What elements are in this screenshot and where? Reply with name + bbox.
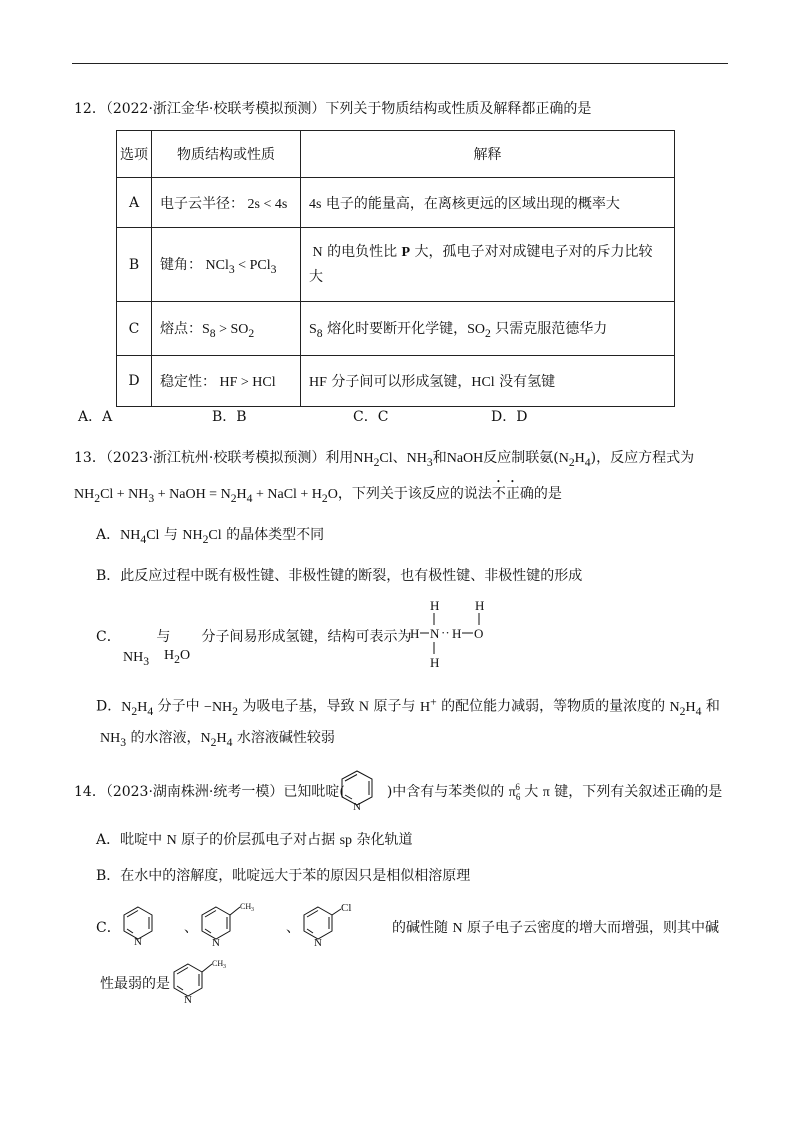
- separator-comma: 、: [286, 920, 300, 936]
- q14-option-c-text2: 性最弱的是: [100, 976, 170, 992]
- q14-option-b[interactable]: B．在水中的溶解度，吡啶远大于苯的原因只是相似相溶原理: [96, 868, 471, 884]
- q13-option-d-line1[interactable]: D．$N_2H_4$ 分子中 $-NH_2$ 为吸电子基，导致 N 原子与 H+ 的配位能力减弱，等物质的量浓度的 $N_2H_4$ 和: [96, 695, 720, 718]
- table-cell-explanation: N 的电负性比 P 大，孤电子对对成键电子对的斥力比较 大: [301, 228, 675, 302]
- q13-option-c-nh3: $NH_3$: [123, 650, 150, 668]
- table-cell-explanation: 4s 电子的能量高，在离核更远的区域出现的概率大: [301, 178, 675, 228]
- q12-stem: 12．（2022·浙江金华·校联考模拟预测）下列关于物质结构或性质及解释都正确的是: [74, 101, 592, 117]
- table-header-row: [117, 131, 675, 178]
- svg-text:O: O: [474, 626, 484, 641]
- header-rule: [72, 63, 728, 64]
- table-row: [117, 302, 675, 356]
- table-header-cell: 选项: [117, 131, 152, 178]
- svg-text:H: H: [430, 598, 440, 613]
- table-cell-explanation: $S_8$ 熔化时要断开化学键，$SO_2$ 只需克服范德华力: [301, 302, 675, 356]
- svg-text:N: N: [353, 801, 361, 813]
- svg-text:3: 3: [251, 907, 254, 913]
- table-cell-property: 熔点：$S_8 > SO_2$: [152, 302, 301, 356]
- svg-text:N: N: [212, 937, 220, 949]
- hydrogen-bond-structure-icon: [410, 596, 492, 672]
- q13-stem-line2: $NH_2Cl + NH_3$ + NaOH = $N_2H_4$ + NaCl + $H_2O$，下列关于该反应的说法不正确的是: [74, 486, 562, 505]
- svg-text:N: N: [184, 994, 192, 1006]
- methylpyridine-structure-icon: [196, 896, 256, 950]
- methylpyridine-structure-icon: [168, 953, 230, 1007]
- table-cell-property: 电子云半径： 2s < 4s: [152, 178, 301, 228]
- svg-text:H: H: [452, 626, 462, 641]
- svg-text:N: N: [314, 937, 322, 949]
- q14-option-c-label[interactable]: C．: [96, 920, 121, 936]
- q13-stem-line1: 13．（2023·浙江杭州·校联考模拟预测）利用$NH_2Cl$、$NH_3$和NaOH反应制联氨$(N_2H_4)$，反应方程式为: [74, 450, 695, 469]
- q12-choice-b[interactable]: B．B: [212, 409, 247, 425]
- pyridine-structure-icon: [118, 903, 158, 947]
- svg-text:CH: CH: [240, 902, 252, 911]
- svg-text:H: H: [410, 626, 420, 641]
- table-header-cell: 解释: [301, 131, 675, 178]
- table-row: [117, 228, 675, 302]
- chloropyridine-structure-icon: [298, 896, 358, 950]
- svg-text:Cl: Cl: [341, 902, 352, 914]
- q13-option-d-line2: $NH_3$ 的水溶液，$N_2H_4$ 水溶液碱性较弱: [100, 730, 335, 749]
- q12-choice-d[interactable]: D．D: [491, 409, 528, 425]
- table-row: [117, 356, 675, 407]
- table-cell-option: C: [117, 302, 152, 356]
- pyridine-structure-icon: [336, 767, 378, 813]
- q14-option-c-text1: 的碱性随 N 原子电子云密度的增大而增强，则其中碱: [392, 920, 720, 936]
- table-row: [117, 178, 675, 228]
- table-cell-property: 稳定性： HF > HCl: [152, 356, 301, 407]
- table-cell-option: D: [117, 356, 152, 407]
- q12-choice-a[interactable]: A．A: [78, 409, 113, 425]
- table-cell-option: A: [117, 178, 152, 228]
- svg-text:N: N: [430, 626, 440, 641]
- table-cell-option: B: [117, 228, 152, 302]
- table-cell-property: 键角： NCl$_3$ < PCl$_3$: [152, 228, 301, 302]
- q14-option-a[interactable]: A．吡啶中 N 原子的价层孤电子对占据 sp 杂化轨道: [96, 832, 413, 848]
- q14-stem: 14．（2023·湖南株洲·统考一模）已知吡啶( )中含有与苯类似的 $\pi_6^6$ 大 π 键，下列有关叙述正确的是: [74, 782, 723, 802]
- svg-text:CH: CH: [212, 959, 224, 968]
- q13-option-c-label[interactable]: C． 与 分子间易形成氢键，结构可表示为: [96, 629, 412, 645]
- svg-text:H: H: [430, 655, 440, 670]
- q13-option-b[interactable]: B．此反应过程中既有极性键、非极性键的断裂，也有极性键、非极性键的形成: [96, 568, 583, 584]
- table-header-cell: 物质结构或性质: [152, 131, 301, 178]
- svg-text:N: N: [134, 936, 142, 947]
- q13-option-a[interactable]: A．$NH_4Cl$ 与 $NH_2Cl$ 的晶体类型不同: [96, 527, 325, 546]
- svg-text:H: H: [475, 598, 485, 613]
- q12-choice-c[interactable]: C．C: [353, 409, 389, 425]
- separator-comma: 、: [184, 920, 198, 936]
- svg-text:3: 3: [223, 964, 226, 970]
- table-cell-explanation: HF 分子间可以形成氢键，HCl 没有氢键: [301, 356, 675, 407]
- svg-text:··: ··: [441, 625, 450, 640]
- q13-option-c-h2o: $H_2O$: [164, 648, 191, 666]
- q12-table: [116, 130, 675, 407]
